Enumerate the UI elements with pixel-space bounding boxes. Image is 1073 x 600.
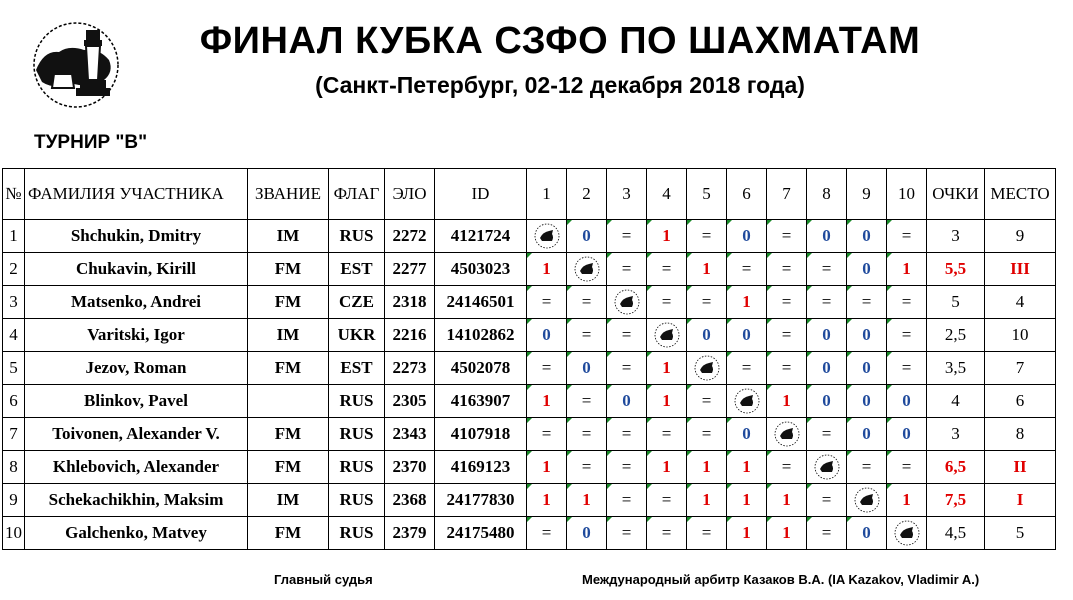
player-name: Blinkov, Pavel	[25, 385, 248, 418]
self-cell	[847, 484, 887, 517]
column-header: №	[3, 169, 25, 220]
player-points: 4	[927, 385, 985, 418]
player-points: 2,5	[927, 319, 985, 352]
player-place: 8	[985, 418, 1056, 451]
game-result: 1	[687, 253, 727, 286]
player-name: Shchukin, Dmitry	[25, 220, 248, 253]
chess-federation-logo-icon	[14, 10, 134, 120]
game-result: =	[887, 352, 927, 385]
player-title: FM	[248, 286, 329, 319]
player-title: IM	[248, 484, 329, 517]
game-result: =	[567, 319, 607, 352]
player-title: FM	[248, 517, 329, 550]
table-row	[3, 352, 1056, 385]
game-result: =	[647, 484, 687, 517]
player-flag: RUS	[329, 385, 385, 418]
game-result: =	[607, 418, 647, 451]
game-result: =	[527, 352, 567, 385]
player-flag: EST	[329, 253, 385, 286]
chess-knight-icon	[693, 354, 721, 382]
game-result: =	[607, 253, 647, 286]
game-result: 0	[847, 517, 887, 550]
player-flag: RUS	[329, 451, 385, 484]
game-result: =	[767, 286, 807, 319]
game-result: =	[567, 385, 607, 418]
player-points: 3	[927, 220, 985, 253]
game-result: =	[607, 451, 647, 484]
game-result: =	[607, 220, 647, 253]
column-header: 9	[847, 169, 887, 220]
self-cell	[567, 253, 607, 286]
player-title: FM	[248, 352, 329, 385]
game-result: =	[767, 253, 807, 286]
table-row	[3, 220, 1056, 253]
player-elo: 2305	[385, 385, 435, 418]
player-flag: RUS	[329, 418, 385, 451]
game-result: =	[687, 286, 727, 319]
player-fide-id: 4107918	[435, 418, 527, 451]
player-name: Chukavin, Kirill	[25, 253, 248, 286]
player-place: II	[985, 451, 1056, 484]
game-result: =	[527, 286, 567, 319]
game-result: 1	[527, 385, 567, 418]
game-result: 0	[807, 352, 847, 385]
player-name: Matsenko, Andrei	[25, 286, 248, 319]
game-result: 0	[527, 319, 567, 352]
player-points: 5	[927, 286, 985, 319]
game-result: =	[847, 451, 887, 484]
player-flag: RUS	[329, 517, 385, 550]
game-result: 1	[527, 484, 567, 517]
game-result: =	[807, 286, 847, 319]
player-fide-id: 4169123	[435, 451, 527, 484]
player-place: 6	[985, 385, 1056, 418]
player-title: FM	[248, 253, 329, 286]
game-result: 0	[567, 352, 607, 385]
chess-knight-icon	[853, 486, 881, 514]
game-result: 0	[887, 385, 927, 418]
player-elo: 2343	[385, 418, 435, 451]
row-number: 9	[3, 484, 25, 517]
game-result: =	[687, 418, 727, 451]
player-fide-id: 24177830	[435, 484, 527, 517]
player-title: FM	[248, 451, 329, 484]
game-result: 0	[607, 385, 647, 418]
crosstable	[2, 168, 1056, 550]
row-number: 7	[3, 418, 25, 451]
game-result: =	[887, 286, 927, 319]
player-flag: UKR	[329, 319, 385, 352]
column-header: МЕСТО	[985, 169, 1056, 220]
column-header: ФЛАГ	[329, 169, 385, 220]
chess-knight-icon	[533, 222, 561, 250]
row-number: 5	[3, 352, 25, 385]
game-result: =	[647, 517, 687, 550]
player-elo: 2273	[385, 352, 435, 385]
player-fide-id: 14102862	[435, 319, 527, 352]
game-result: =	[687, 385, 727, 418]
game-result: 0	[567, 517, 607, 550]
column-header: 8	[807, 169, 847, 220]
game-result: =	[807, 253, 847, 286]
game-result: =	[727, 352, 767, 385]
column-header: 2	[567, 169, 607, 220]
player-fide-id: 24175480	[435, 517, 527, 550]
game-result: 1	[887, 484, 927, 517]
column-header: 7	[767, 169, 807, 220]
page-title: ФИНАЛ КУБКА СЗФО ПО ШАХМАТАМ	[199, 20, 921, 62]
game-result: =	[687, 517, 727, 550]
player-points: 3,5	[927, 352, 985, 385]
game-result: =	[767, 220, 807, 253]
player-place: 4	[985, 286, 1056, 319]
game-result: 1	[527, 253, 567, 286]
game-result: 0	[847, 253, 887, 286]
game-result: 0	[727, 220, 767, 253]
table-row	[3, 451, 1056, 484]
tournament-section-title: ТУРНИР "B"	[34, 132, 148, 153]
player-title: FM	[248, 418, 329, 451]
column-header: ОЧКИ	[927, 169, 985, 220]
game-result: =	[887, 319, 927, 352]
player-fide-id: 4163907	[435, 385, 527, 418]
game-result: 1	[887, 253, 927, 286]
column-header: 4	[647, 169, 687, 220]
game-result: =	[727, 253, 767, 286]
player-elo: 2370	[385, 451, 435, 484]
self-cell	[727, 385, 767, 418]
player-elo: 2379	[385, 517, 435, 550]
player-points: 5,5	[927, 253, 985, 286]
player-elo: 2368	[385, 484, 435, 517]
game-result: =	[647, 286, 687, 319]
player-elo: 2277	[385, 253, 435, 286]
arbiter-label: Международный арбитр Казаков В.А. (IA Kazakov, Vladimir A.)	[582, 572, 980, 587]
player-elo: 2216	[385, 319, 435, 352]
player-flag: CZE	[329, 286, 385, 319]
row-number: 4	[3, 319, 25, 352]
game-result: 0	[727, 418, 767, 451]
table-row	[3, 517, 1056, 550]
player-fide-id: 4502078	[435, 352, 527, 385]
chess-knight-icon	[733, 387, 761, 415]
column-header: ЗВАНИЕ	[248, 169, 329, 220]
game-result: 0	[727, 319, 767, 352]
game-result: =	[607, 517, 647, 550]
game-result: 0	[847, 385, 887, 418]
page-subtitle: (Санкт-Петербург, 02-12 декабря 2018 года)	[315, 72, 805, 98]
chess-knight-icon	[613, 288, 641, 316]
game-result: =	[887, 220, 927, 253]
self-cell	[647, 319, 687, 352]
self-cell	[527, 220, 567, 253]
game-result: =	[807, 418, 847, 451]
player-title: IM	[248, 319, 329, 352]
game-result: 1	[767, 517, 807, 550]
game-result: =	[527, 418, 567, 451]
game-result: 1	[687, 484, 727, 517]
chess-knight-icon	[893, 519, 921, 547]
player-name: Schekachikhin, Maksim	[25, 484, 248, 517]
player-elo: 2272	[385, 220, 435, 253]
self-cell	[767, 418, 807, 451]
game-result: 1	[527, 451, 567, 484]
game-result: =	[767, 319, 807, 352]
player-name: Toivonen, Alexander V.	[25, 418, 248, 451]
row-number: 1	[3, 220, 25, 253]
column-header: 3	[607, 169, 647, 220]
header-row	[3, 169, 1056, 220]
game-result: 0	[847, 220, 887, 253]
game-result: 0	[807, 220, 847, 253]
game-result: 0	[887, 418, 927, 451]
table-row	[3, 319, 1056, 352]
column-header: ЭЛО	[385, 169, 435, 220]
row-number: 10	[3, 517, 25, 550]
federation-logo	[14, 10, 134, 120]
player-place: 10	[985, 319, 1056, 352]
game-result: 1	[727, 517, 767, 550]
column-header: 5	[687, 169, 727, 220]
player-points: 7,5	[927, 484, 985, 517]
game-result: 1	[647, 352, 687, 385]
column-header: 1	[527, 169, 567, 220]
chess-knight-icon	[653, 321, 681, 349]
game-result: 1	[687, 451, 727, 484]
game-result: 0	[567, 220, 607, 253]
game-result: =	[647, 418, 687, 451]
row-number: 3	[3, 286, 25, 319]
player-place: III	[985, 253, 1056, 286]
game-result: =	[607, 352, 647, 385]
chess-knight-icon	[573, 255, 601, 283]
player-fide-id: 4503023	[435, 253, 527, 286]
player-points: 4,5	[927, 517, 985, 550]
column-header: 10	[887, 169, 927, 220]
player-name: Galchenko, Matvey	[25, 517, 248, 550]
self-cell	[607, 286, 647, 319]
player-flag: RUS	[329, 484, 385, 517]
player-place: 5	[985, 517, 1056, 550]
player-name: Khlebovich, Alexander	[25, 451, 248, 484]
game-result: =	[567, 451, 607, 484]
chess-knight-icon	[813, 453, 841, 481]
column-header: ID	[435, 169, 527, 220]
game-result: 1	[727, 484, 767, 517]
game-result: 1	[727, 451, 767, 484]
player-title: IM	[248, 220, 329, 253]
game-result: =	[687, 220, 727, 253]
game-result: 1	[647, 220, 687, 253]
game-result: 0	[807, 319, 847, 352]
game-result: 0	[807, 385, 847, 418]
game-result: 1	[767, 385, 807, 418]
table-row	[3, 418, 1056, 451]
player-place: 9	[985, 220, 1056, 253]
game-result: 1	[647, 451, 687, 484]
table-row	[3, 484, 1056, 517]
player-points: 3	[927, 418, 985, 451]
column-header: ФАМИЛИЯ УЧАСТНИКА	[25, 169, 248, 220]
game-result: =	[647, 253, 687, 286]
player-title	[248, 385, 329, 418]
player-name: Varitski, Igor	[25, 319, 248, 352]
game-result: =	[567, 286, 607, 319]
game-result: 0	[847, 319, 887, 352]
player-elo: 2318	[385, 286, 435, 319]
game-result: 1	[647, 385, 687, 418]
table-row	[3, 385, 1056, 418]
player-place: 7	[985, 352, 1056, 385]
player-name: Jezov, Roman	[25, 352, 248, 385]
player-fide-id: 4121724	[435, 220, 527, 253]
row-number: 2	[3, 253, 25, 286]
chess-knight-icon	[773, 420, 801, 448]
game-result: =	[807, 484, 847, 517]
row-number: 8	[3, 451, 25, 484]
player-place: I	[985, 484, 1056, 517]
game-result: =	[567, 418, 607, 451]
player-flag: RUS	[329, 220, 385, 253]
table-row	[3, 253, 1056, 286]
game-result: 0	[687, 319, 727, 352]
game-result: =	[887, 451, 927, 484]
row-number: 6	[3, 385, 25, 418]
game-result: =	[847, 286, 887, 319]
chief-judge-label: Главный судья	[274, 572, 373, 587]
game-result: =	[527, 517, 567, 550]
self-cell	[807, 451, 847, 484]
game-result: 1	[767, 484, 807, 517]
game-result: 0	[847, 352, 887, 385]
game-result: =	[607, 484, 647, 517]
player-points: 6,5	[927, 451, 985, 484]
game-result: =	[767, 352, 807, 385]
self-cell	[887, 517, 927, 550]
game-result: 1	[567, 484, 607, 517]
game-result: =	[807, 517, 847, 550]
game-result: 1	[727, 286, 767, 319]
player-flag: EST	[329, 352, 385, 385]
game-result: =	[607, 319, 647, 352]
self-cell	[687, 352, 727, 385]
game-result: 0	[847, 418, 887, 451]
column-header: 6	[727, 169, 767, 220]
player-fide-id: 24146501	[435, 286, 527, 319]
game-result: =	[767, 451, 807, 484]
table-row	[3, 286, 1056, 319]
